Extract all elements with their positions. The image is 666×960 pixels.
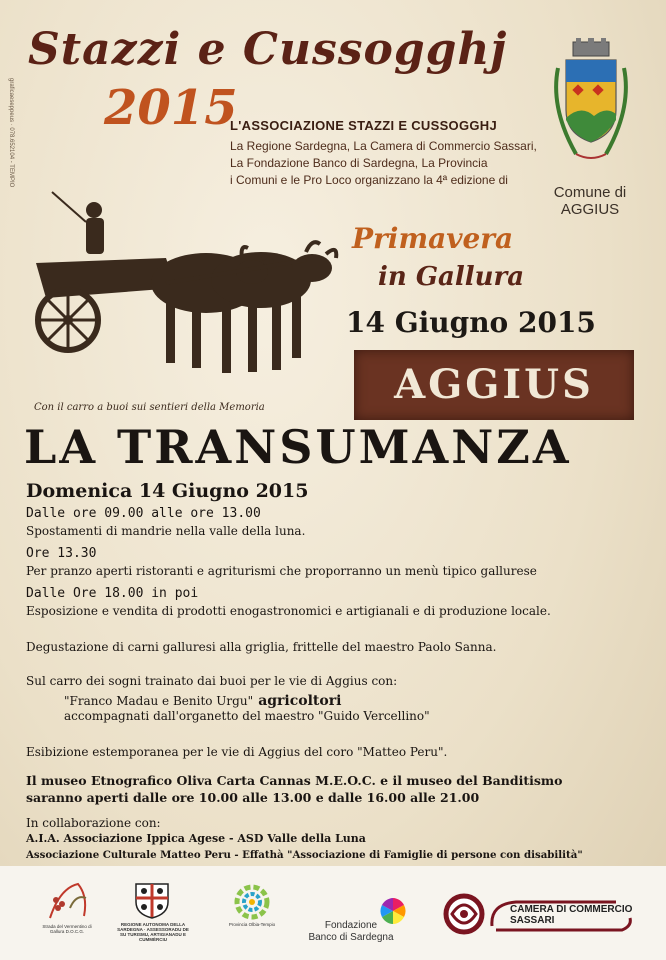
collab-heading: In collaborazione con: [26, 816, 161, 830]
aggius-banner-text: AGGIUS [394, 361, 594, 408]
organizer-line: i Comuni e le Pro Loco organizzano la 4ª edizione di [230, 173, 508, 187]
program-carro: Sul carro dei sogni trainato dai buoi per le vie di Aggius con: [26, 674, 398, 688]
comune-line1: Comune di [553, 184, 627, 201]
program-carro-role: agricoltori [258, 693, 342, 709]
program-carro-names-line [64, 690, 341, 709]
sponsor-provincia: Provincia Olbia-Tempio [228, 922, 276, 927]
event-subtitle: Con il carro a buoi sui sentieri della Memoria [34, 402, 265, 413]
sponsor-camera-line1: CAMERA DI COMMERCIO [510, 904, 633, 915]
program-museo-line1: Il museo Etnografico Oliva Carta Cannas M.E.O.C. e il museo del Banditismo [26, 773, 563, 788]
comune-label [530, 184, 650, 218]
organizer-line: La Fondazione Banco di Sardegna, La Provincia [230, 156, 488, 170]
sponsor-camera [510, 904, 632, 926]
program-time-2: Ore 13.30 [26, 546, 97, 561]
sponsor-vermentino: Strada del Vermentino di Gallura D.O.C.G. [42, 924, 92, 934]
event-name: LA TRANSUMANZA [24, 420, 572, 474]
sponsor-camera-line2: SASSARI [510, 915, 555, 926]
organizer-line: La Regione Sardegna, La Camera di Commercio Sassari, [230, 139, 537, 153]
event-day: Domenica 14 Giugno 2015 [26, 480, 309, 502]
program-desc-3: Esposizione e vendita di prodotti enogastronomici e artigianali e di produzione locale. [26, 604, 551, 618]
provincia-logo-icon [232, 884, 272, 920]
program-carro-accompanied: accompagnati dall'organetto del maestro "Guido Vercellino" [64, 709, 430, 723]
sponsor-fondazione-line2: Banco di Sardegna [308, 932, 394, 943]
organizers-lines [230, 138, 550, 189]
side-credit: graficaeseppeus · 078.652104 - TEMPIO [8, 78, 14, 188]
regione-sardegna-logo-icon [130, 880, 174, 920]
ox-cart-illustration [16, 188, 346, 398]
comune-crest-icon [546, 38, 636, 178]
primavera-title: Primavera [352, 222, 514, 255]
program-degustazione: Degustazione di carni galluresi alla griglia, frittelle del maestro Paolo Sanna. [26, 640, 497, 654]
in-gallura-title: in Gallura [378, 262, 525, 292]
event-date: 14 Giugno 2015 [346, 306, 596, 339]
collab-line1: A.I.A. Associazione Ippica Agese - ASD Valle della Luna [26, 832, 366, 845]
program-time-3: Dalle Ore 18.00 in poi [26, 586, 199, 601]
sponsor-fondazione-line1: Fondazione [324, 920, 378, 931]
organizers-heading: L'ASSOCIAZIONE STAZZI E CUSSOGGHJ [230, 118, 497, 133]
poster-title: Stazzi e Cussogghj [28, 24, 508, 75]
program-time-1: Dalle ore 09.00 alle ore 13.00 [26, 506, 261, 521]
program-desc-2: Per pranzo aperti ristoranti e agriturismi che proporranno un menù tipico gallurese [26, 564, 537, 578]
program-desc-1: Spostamenti di mandrie nella valle della luna. [26, 524, 306, 538]
vermentino-logo-icon [40, 878, 94, 922]
aggius-banner [354, 350, 634, 420]
comune-line2: AGGIUS [560, 201, 620, 218]
program-carro-names: "Franco Madau e Benito Urgu" [64, 694, 254, 708]
sponsor-regione: REGIONE AUTONOMA DELLA SARDEGNA · ASSESSORADU DE SU TURISMU, ARTIGIANADU E CUMMÈRCIU [117, 922, 189, 942]
program-museo-line2: saranno aperti dalle ore 10.00 alle 13.00 e dalle 16.00 alle 21.00 [26, 790, 480, 805]
poster-year: 2015 [104, 80, 238, 136]
sponsor-fondazione [296, 920, 406, 944]
camera-commercio-logo-icon [442, 892, 486, 936]
program-coro: Esibizione estemporanea per le vie di Aggius del coro "Matteo Peru". [26, 745, 448, 759]
collab-line2: Associazione Culturale Matteo Peru - Effathà "Associazione di Famiglie di persone con disabilità" [26, 849, 583, 861]
